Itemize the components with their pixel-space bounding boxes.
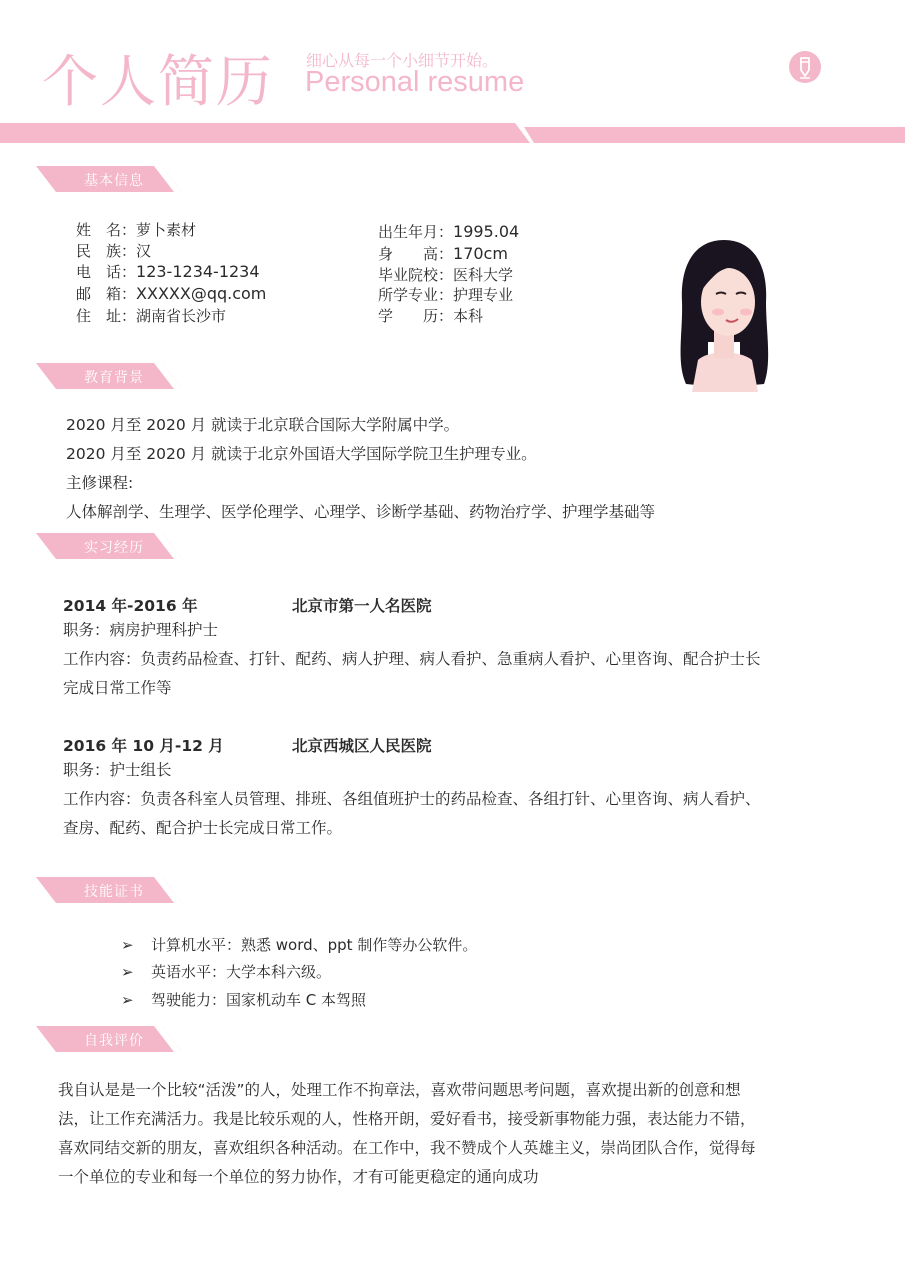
resume-slogan: 细心从每一个小细节开始。 [306, 51, 499, 70]
birth-row [378, 222, 519, 242]
avatar [668, 232, 780, 392]
section-education [36, 363, 186, 389]
skill-item [121, 934, 477, 955]
major-row [378, 285, 513, 305]
name-row [76, 220, 196, 240]
bullet-arrow-icon: ➢ [121, 936, 134, 954]
bullet-arrow-icon: ➢ [121, 963, 134, 981]
section-basic-label: 基本信息 [84, 173, 144, 189]
name-label: 姓 名： [76, 221, 137, 239]
phone-label: 电 话： [76, 263, 137, 281]
self-eval-line: 喜欢同结交新的朋友，喜欢组织各种活动。在工作中，我不赞成个人英雄主义，崇尚团队合作，觉得每 [58, 1139, 756, 1157]
phone-row [76, 262, 260, 282]
major-label: 所学专业： [378, 286, 454, 304]
section-basic-info [36, 166, 186, 192]
intern-1-content-cont: 完成日常工作等 [63, 679, 172, 697]
self-eval-line: 一个单位的专业和每一个单位的努力协作，才有可能更稳定的通向成功 [58, 1168, 539, 1186]
self-eval-line: 法，让工作充满活力。我是比较乐观的人，性格开朗，爱好看书，接受新事物能力强，表达能力不错， [58, 1110, 756, 1128]
ethnic-row [76, 241, 151, 261]
self-eval-text [58, 1076, 756, 1192]
skill-text: 驾驶能力：国家机动车 C 本驾照 [151, 991, 367, 1009]
skill-text: 计算机水平：熟悉 word、ppt 制作等办公软件。 [151, 936, 478, 954]
section-education-label: 教育背景 [84, 370, 144, 386]
email-label: 邮 箱： [76, 285, 137, 303]
skill-text: 英语水平：大学本科六级。 [151, 963, 332, 981]
school-row [378, 265, 513, 285]
education-line: 2020 月至 2020 月 就读于北京外国语大学国际学院卫生护理专业。 [66, 445, 537, 463]
height-value: 170cm [453, 244, 508, 263]
degree-label: 学 历： [378, 307, 454, 325]
email-row [76, 284, 266, 304]
skill-item [121, 961, 331, 982]
section-internship [36, 533, 186, 559]
intern-2-details [63, 756, 761, 843]
resume-title: 个人简历 [42, 50, 274, 115]
intern-2-role: 职务：护士组长 [63, 761, 172, 779]
degree-value: 本科 [453, 307, 484, 325]
name-value: 萝卜素材 [136, 221, 197, 239]
intern-2-org: 北京西城区人民医院 [292, 737, 432, 755]
address-row [76, 306, 226, 326]
ethnic-value: 汉 [136, 242, 152, 260]
address-value: 湖南省长沙市 [136, 307, 227, 325]
birth-value: 1995.04 [453, 222, 520, 241]
height-row [378, 244, 508, 264]
major-value: 护理专业 [453, 286, 514, 304]
header-band [0, 120, 905, 146]
phone-value: 123-1234-1234 [136, 262, 260, 281]
courses-label: 主修课程: [66, 474, 134, 492]
intern-2-content: 工作内容：负责各科室人员管理、排班、各组值班护士的药品检查、各组打针、心里咨询、病人看护、 [63, 790, 761, 808]
education-line: 2020 月至 2020 月 就读于北京联合国际大学附属中学。 [66, 416, 460, 434]
pen-icon [788, 50, 822, 84]
courses-list: 人体解剖学、生理学、医学伦理学、心理学、诊断学基础、药物治疗学、护理学基础等 [66, 503, 656, 521]
intern-1-org: 北京市第一人名医院 [292, 597, 432, 615]
intern-1-details [63, 616, 761, 703]
school-value: 医科大学 [453, 266, 514, 284]
intern-2-content-cont: 查房、配药、配合护士长完成日常工作。 [63, 819, 343, 837]
education-list [66, 411, 655, 527]
address-label: 住 址： [76, 307, 137, 325]
intern-1-role: 职务：病房护理科护士 [63, 621, 219, 639]
section-self-eval [36, 1026, 186, 1052]
section-internship-label: 实习经历 [84, 540, 144, 556]
resume-title-en: Personal resume [305, 66, 525, 98]
section-skills-label: 技能证书 [84, 884, 144, 900]
self-eval-line: 我自认是是一个比较“活泼”的人，处理工作不拘章法，喜欢带问题思考问题，喜欢提出新的创意和想 [58, 1081, 741, 1099]
bullet-arrow-icon: ➢ [121, 991, 134, 1009]
intern-1-period: 2014 年-2016 年 [63, 597, 198, 615]
height-label: 身 高： [378, 245, 454, 263]
section-skills [36, 877, 186, 903]
ethnic-label: 民 族： [76, 242, 137, 260]
skill-item [121, 989, 366, 1010]
school-label: 毕业院校： [378, 266, 454, 284]
degree-row [378, 306, 483, 326]
email-value: XXXXX@qq.com [136, 284, 267, 303]
birth-label: 出生年月： [378, 223, 454, 241]
intern-1-content: 工作内容：负责药品检查、打针、配药、病人护理、病人看护、急重病人看护、心里咨询、配合护士长 [63, 650, 761, 668]
intern-2-period: 2016 年 10 月-12 月 [63, 737, 224, 755]
section-self-eval-label: 自我评价 [84, 1033, 144, 1049]
